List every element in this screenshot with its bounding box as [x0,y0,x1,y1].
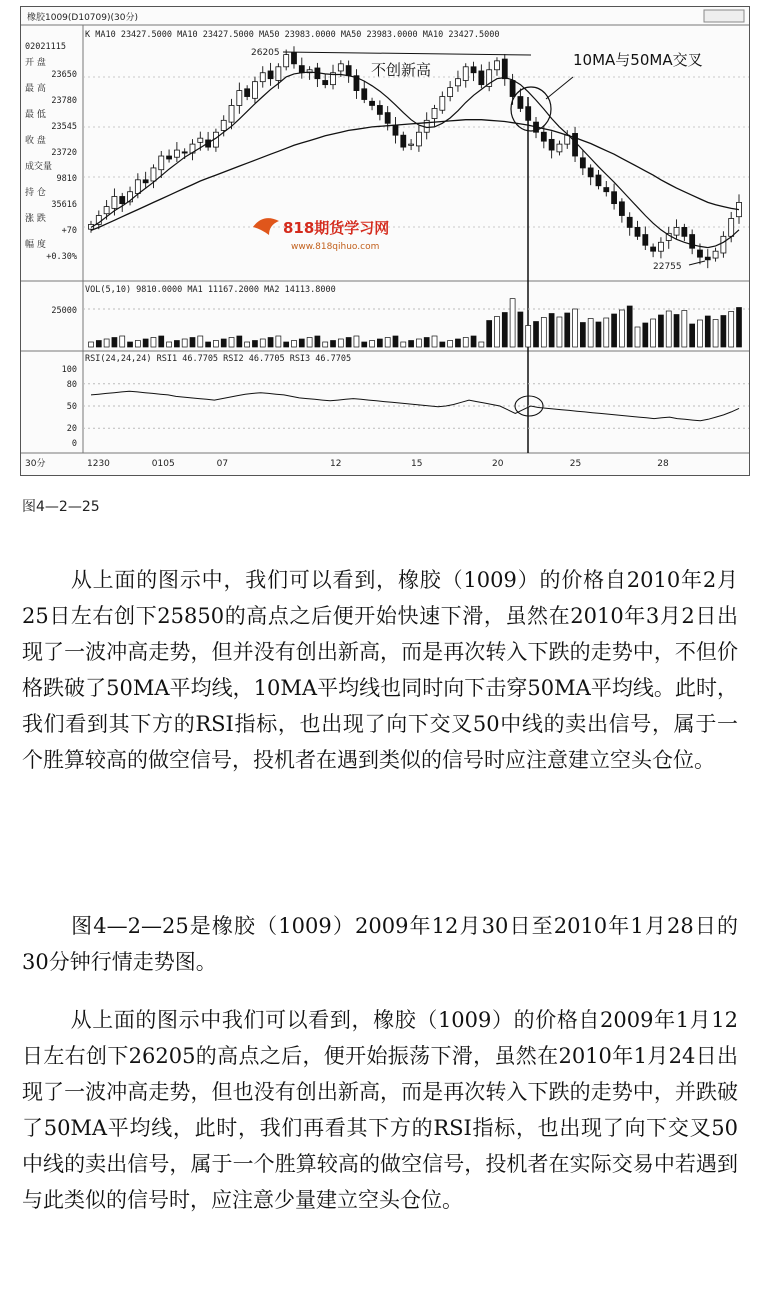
candle [167,149,172,162]
volume-bar [635,327,640,347]
candle [705,249,710,268]
volume-bar [307,338,312,348]
candle [237,83,242,114]
candle [213,129,218,152]
volume-bar [237,336,242,347]
high-point-label: 26205 [251,48,280,58]
resistance-line [283,52,531,55]
candle [635,221,640,240]
candle [682,224,687,241]
window-buttons[interactable] [704,10,744,22]
candle [151,164,156,188]
volume-bar [268,338,273,348]
volume-bar [198,336,203,347]
volume-bar [651,319,656,347]
candle [690,229,695,254]
volume-bar [346,338,351,348]
vol-legend: VOL(5,10) 9810.0000 MA1 11167.2000 MA2 14113.8000 [85,285,336,295]
x-tick-label: 25 [569,459,582,469]
candle [120,193,125,212]
ma-legend: K MA10 23427.5000 MA10 23427.5000 MA50 23983.0000 MA50 23983.0000 MA10 23427.5000 [85,30,500,40]
candle [362,81,367,103]
volume-bar [362,342,367,347]
candle [721,231,726,257]
paragraph-2-text: 图4—2—25是橡胶（1009）2009年12月30日至2010年1月28日的30分钟行情走势图。 [22,914,738,974]
volume-bar [440,342,445,347]
volume-bar [104,339,109,347]
volume-bar [252,341,257,348]
x-axis [87,459,669,469]
candle [658,237,663,258]
candle [315,63,320,87]
rsi-tick-label: 0 [71,439,77,449]
volume-bar [260,339,265,347]
volume-bar [487,321,492,348]
candle [448,81,453,101]
volume-bar [573,309,578,347]
volume-bar [557,317,562,347]
watermark [253,218,389,252]
candle [190,139,195,160]
chart-header: 橡胶1009(D10709)(30分) [27,13,138,23]
cross-label: 10MA与50MA交叉 [573,51,703,69]
candle [596,170,601,189]
volume-bar [705,316,710,347]
volume-bar [565,313,570,347]
volume-bar [432,336,437,347]
candle [299,58,304,79]
volume-bar [541,318,546,348]
volume-bar [135,341,140,348]
volume-bar [143,339,148,347]
volume-bar [276,336,281,347]
info-change: +70 [61,226,77,236]
volume-bar [291,341,296,348]
info-high: 23780 [51,96,77,106]
volume-bar [284,342,289,347]
volume-bars [89,299,742,347]
volume-bar [167,342,172,347]
x-tick-label: 1230 [87,459,110,469]
volume-bar [229,338,234,348]
candle [354,69,359,99]
volume-bar [729,312,734,348]
volume-bar [338,339,343,347]
volume-bar [526,326,531,348]
volume-bar [510,299,515,347]
candle [713,248,718,262]
volume-bar [502,313,507,348]
volume-bar [416,339,421,347]
watermark-url: www.818qihuo.com [291,242,380,252]
volume-bar [666,311,671,347]
candle [549,131,554,158]
volume-bar [159,336,164,347]
cross-pointer [546,77,573,99]
candle [416,126,421,152]
candle [252,77,257,103]
rsi-axis [62,365,749,449]
candle [588,164,593,185]
candle [674,219,679,238]
paragraph-2 [22,908,738,980]
volume-bar [658,315,663,347]
candle [393,117,398,143]
volume-bar [604,318,609,347]
candle [268,63,273,86]
candle [494,57,499,75]
volume-bar [112,338,117,348]
volume-bar [588,319,593,348]
volume-bar [534,322,539,348]
volume-bar [206,342,211,347]
chart-canvas [21,7,749,475]
candle [604,181,609,196]
candle [323,74,328,88]
x-tick-label: 0105 [151,459,175,469]
candle [174,142,179,162]
volume-bar [213,341,218,348]
volume-bar [619,310,624,347]
volume-bar [682,311,687,348]
volume-bar [331,341,336,348]
volume-bar [190,338,195,348]
ma10-line [91,72,739,248]
volume-bar [182,339,187,347]
info-low: 23545 [51,122,77,132]
volume-bar [323,342,328,347]
info-position: 35616 [51,200,77,210]
candle [666,227,671,249]
candle [377,100,382,120]
info-change-label: 涨 跌 [25,214,46,224]
x-tick-label: 15 [411,459,423,469]
volume-bar [463,338,468,348]
candle [612,184,617,210]
info-low-label: 最 低 [25,110,46,120]
candle [455,71,460,92]
volume-bar [455,339,460,347]
candle [331,65,336,90]
rsi-tick-label: 20 [66,424,77,435]
candle [440,91,445,113]
candle [627,212,632,235]
paragraph-1-text: 从上面的图示中，我们可以看到，橡胶（1009）的价格自2010年2月25日左右创下25850的高点之后便开始快速下滑，虽然在2010年3月2日出现了一波冲高走势，但并没有创出新高，而是再次转入下跌的走势中，不但价格跌破了50MA平均线，10MA平均线也同时向下击穿50MA平均线。此时，我们看到其下方的RSI指标，也出现了向下交叉50中线的卖出信号，属于一个胜算较高的做空信号，投机者在遇到类似的信号时应注意建立空头仓位。 [22,568,738,772]
candles-layer [89,46,742,268]
candle [401,132,406,151]
candle [424,112,429,139]
volume-bar [479,342,484,347]
volume-bar [120,336,125,347]
volume-bar [377,339,382,347]
info-open: 23650 [51,70,77,80]
candle [619,198,624,222]
info-close-label: 收 盘 [25,136,46,146]
volume-bar [580,323,585,348]
x-tick-label: 20 [492,459,504,469]
volume-bar [627,306,632,347]
volume-bar [494,317,499,348]
candle [557,141,562,156]
info-volume-label: 成交量 [25,162,53,172]
info-volume: 9810 [56,174,77,184]
x-tick-label: 28 [657,459,669,469]
volume-bar [401,342,406,347]
volume-bar [549,314,554,348]
volume-bar [409,341,414,348]
candle [245,85,250,100]
candle [651,243,656,257]
candle [463,63,468,87]
info-high-label: 最 高 [25,84,46,94]
volume-bar [471,336,476,347]
rsi-tick-label: 50 [66,402,77,412]
volume-bar [690,324,695,347]
volume-bar [424,338,429,348]
info-open-label: 开 盘 [25,58,46,68]
paragraph-3 [22,1002,738,1218]
watermark-title: 818期货学习网 [283,219,390,237]
candle [291,46,296,68]
candle [128,187,133,206]
candle [471,62,476,81]
volume-bar [643,323,648,347]
paragraph-3-text: 从上面的图示中我们可以看到，橡胶（1009）的价格自2009年1月12日左右创下26205的高点之后，便开始振荡下滑，虽然在2010年1月24日出现了一波冲高走势，但也没有创出新高，而是再次转入下跌的走势中，并跌破了50MA平均线，此时，我们再看其下方的RSI指标，也出现了向下交叉50中线的卖出信号，属于一个胜算较高的做空信号，投机者在实际交易中若遇到与此类似的信号时，应注意少量建立空头仓位。 [22,1008,738,1212]
candle [284,50,289,71]
x-tick-label: 07 [216,459,229,469]
candle [487,62,492,91]
vol-tick: 25000 [51,306,77,316]
candle [346,61,351,83]
volume-bar [596,322,601,347]
no-new-high-label: 不创新高 [371,61,432,79]
volume-bar [299,339,304,347]
candle [409,139,414,150]
candle [580,150,585,175]
info-panel [25,42,77,262]
candle [479,64,484,88]
rsi-tick-label: 100 [61,365,77,375]
info-date: 02021115 [25,42,66,52]
volume-bar [370,341,375,348]
x-tick-label: 12 [330,459,342,469]
volume-bar [518,312,523,347]
volume-bar [612,314,617,347]
volume-bar [128,342,133,347]
volume-bar [174,341,179,348]
info-position-label: 持 仓 [25,188,46,198]
info-close: 23720 [51,148,77,158]
x-period: 30分 [25,459,46,469]
volume-bar [674,315,679,348]
volume-bar [721,316,726,348]
volume-bar [448,341,453,348]
candle [432,105,437,127]
volume-bar [89,342,94,347]
volume-bar [315,336,320,347]
info-pct: +0.30% [46,252,77,262]
paragraph-1 [22,562,738,778]
candle [307,66,312,80]
volume-bar [151,338,156,348]
volume-bar [737,308,742,348]
ma50-line [91,120,739,231]
volume-bar [385,338,390,348]
figure-caption: 图4—2—25 [22,499,100,515]
rsi-legend: RSI(24,24,24) RSI1 46.7705 RSI2 46.7705 RSI3 46.7705 [85,354,352,364]
candle [643,227,648,250]
volume-bar [96,341,101,348]
candle [502,54,507,86]
rsi-tick-label: 80 [66,379,77,390]
volume-bar [221,339,226,347]
flame-logo-icon [253,218,279,235]
kline-chart [20,6,750,476]
volume-bar [245,342,250,347]
volume-bar [393,336,398,347]
info-pct-label: 幅 度 [25,240,46,250]
candle [370,98,375,110]
volume-bar [354,336,359,347]
candle [260,66,265,87]
volume-bar [697,320,702,347]
volume-bar [713,320,718,348]
low-point-label: 22755 [653,262,682,272]
